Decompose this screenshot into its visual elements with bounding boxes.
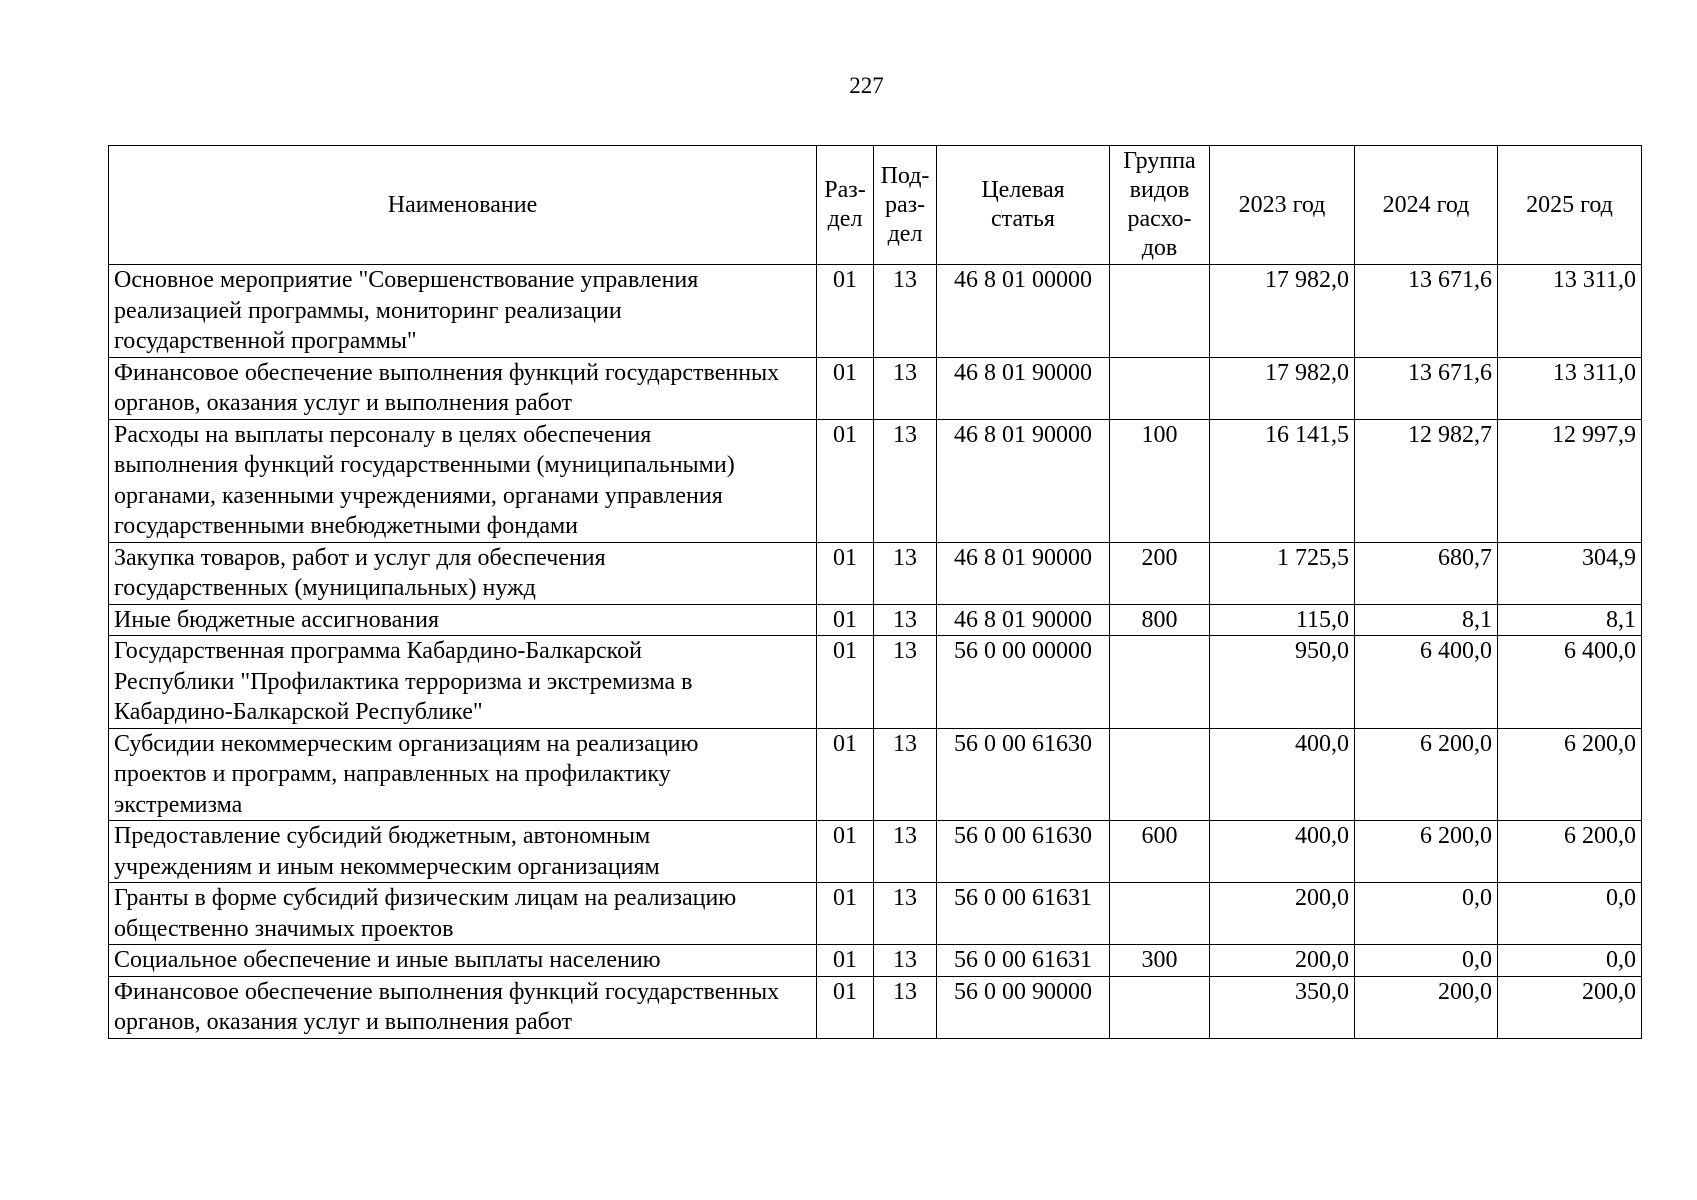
table-row: [109, 945, 1642, 977]
row-amount-2024: 200,0: [1355, 976, 1498, 1038]
row-amount-2023: 200,0: [1210, 883, 1355, 945]
row-amount-2023: 400,0: [1210, 728, 1355, 821]
header-razdel-line: Раз-: [824, 177, 866, 203]
row-name-line: Государственная программа Кабардино-Балкарской: [114, 638, 642, 664]
row-celevaya-statya: 56 0 00 90000: [937, 976, 1110, 1038]
row-celevaya-statya: 46 8 01 90000: [937, 604, 1110, 636]
row-gruppa-vidov-rashodov: [1110, 636, 1210, 729]
row-name: [109, 419, 817, 542]
row-amount-2024: 680,7: [1355, 542, 1498, 604]
row-razdel: 01: [817, 265, 874, 358]
row-name: [109, 265, 817, 358]
table-body: [109, 265, 1642, 1039]
row-celevaya-statya: 56 0 00 61631: [937, 883, 1110, 945]
row-razdel: 01: [817, 728, 874, 821]
header-podrazdel: [874, 146, 937, 265]
row-name-line: Закупка товаров, работ и услуг для обеспечения: [114, 544, 606, 571]
row-razdel: 01: [817, 419, 874, 542]
row-razdel: 01: [817, 976, 874, 1038]
row-celevaya-statya: 46 8 01 00000: [937, 265, 1110, 358]
header-2023: 2023 год: [1210, 146, 1355, 265]
row-amount-2024: 6 400,0: [1355, 636, 1498, 729]
row-celevaya-statya: 56 0 00 00000: [937, 636, 1110, 729]
row-razdel: 01: [817, 821, 874, 883]
row-name: [109, 883, 817, 945]
row-gruppa-vidov-rashodov: 800: [1110, 604, 1210, 636]
row-name-line: органов, оказания услуг и выполнения работ: [114, 1009, 573, 1035]
header-gruppa-vidov-rashodov: [1110, 146, 1210, 265]
row-podrazdel: 13: [874, 604, 937, 636]
table-row: [109, 604, 1642, 636]
row-name-line: Гранты в форме субсидий физическим лицам на реализацию: [114, 885, 737, 911]
table-row: [109, 883, 1642, 945]
row-gruppa-vidov-rashodov: [1110, 883, 1210, 945]
row-amount-2024: 8,1: [1355, 604, 1498, 636]
row-name: [109, 945, 817, 977]
row-name-line: Иные бюджетные ассигнования: [114, 606, 439, 633]
row-podrazdel: 13: [874, 419, 937, 542]
row-amount-2023: 200,0: [1210, 945, 1355, 977]
table-row: [109, 357, 1642, 419]
header-gruppa-line: Группа: [1123, 148, 1196, 174]
row-amount-2025: 304,9: [1498, 542, 1642, 604]
row-name-line: Расходы на выплаты персоналу в целях обеспечения: [114, 421, 652, 448]
row-amount-2025: 6 200,0: [1498, 821, 1642, 883]
row-amount-2024: 6 200,0: [1355, 821, 1498, 883]
header-name: Наименование: [109, 146, 817, 265]
row-name: [109, 604, 817, 636]
row-gruppa-vidov-rashodov: [1110, 265, 1210, 358]
table-row: [109, 821, 1642, 883]
row-name-line: государственной программы": [114, 328, 417, 354]
row-name: [109, 357, 817, 419]
row-name-line: реализацией программы, мониторинг реализации: [114, 297, 622, 324]
row-celevaya-statya: 56 0 00 61631: [937, 945, 1110, 977]
row-razdel: 01: [817, 604, 874, 636]
row-gruppa-vidov-rashodov: 600: [1110, 821, 1210, 883]
budget-table: [108, 145, 1642, 1039]
table-header: [109, 146, 1642, 265]
header-2024: 2024 год: [1355, 146, 1498, 265]
row-name-line: выполнения функций государственными (муниципальными): [114, 452, 735, 478]
row-amount-2024: 6 200,0: [1355, 728, 1498, 821]
row-name-line: проектов и программ, направленных на профилактику: [114, 761, 671, 787]
row-razdel: 01: [817, 945, 874, 977]
row-amount-2023: 950,0: [1210, 636, 1355, 729]
row-amount-2023: 17 982,0: [1210, 357, 1355, 419]
row-celevaya-statya: 46 8 01 90000: [937, 542, 1110, 604]
row-podrazdel: 13: [874, 883, 937, 945]
table-row: [109, 976, 1642, 1038]
header-row: [109, 146, 1642, 265]
row-name-line: Республики "Профилактика терроризма и экстремизма в: [114, 668, 693, 695]
row-celevaya-statya: 56 0 00 61630: [937, 728, 1110, 821]
header-celevaya-line: Целевая: [981, 177, 1065, 203]
table-row: [109, 542, 1642, 604]
row-name-line: Социальное обеспечение и иные выплаты населению: [114, 947, 661, 973]
row-name-line: государственных (муниципальных) нужд: [114, 575, 536, 601]
row-amount-2023: 1 725,5: [1210, 542, 1355, 604]
row-gruppa-vidov-rashodov: 300: [1110, 945, 1210, 977]
row-amount-2025: 8,1: [1498, 604, 1642, 636]
row-podrazdel: 13: [874, 945, 937, 977]
header-podrazdel-line: дел: [887, 220, 923, 247]
row-name: [109, 542, 817, 604]
row-amount-2023: 350,0: [1210, 976, 1355, 1038]
row-amount-2024: 13 671,6: [1355, 357, 1498, 419]
row-amount-2025: 13 311,0: [1498, 265, 1642, 358]
page-number: 227: [849, 73, 884, 98]
row-amount-2025: 6 200,0: [1498, 728, 1642, 821]
row-podrazdel: 13: [874, 357, 937, 419]
row-amount-2025: 0,0: [1498, 945, 1642, 977]
row-podrazdel: 13: [874, 728, 937, 821]
row-name-line: общественно значимых проектов: [114, 915, 454, 942]
row-amount-2025: 6 400,0: [1498, 636, 1642, 729]
row-name-line: учреждениям и иным некоммерческим организациям: [114, 853, 660, 880]
row-name: [109, 976, 817, 1038]
table-row: [109, 728, 1642, 821]
row-amount-2025: 13 311,0: [1498, 357, 1642, 419]
row-name-line: Кабардино-Балкарской Республике": [114, 699, 483, 725]
header-gruppa-line: видов: [1129, 177, 1190, 203]
row-gruppa-vidov-rashodov: [1110, 357, 1210, 419]
header-podrazdel-line: раз-: [884, 191, 926, 218]
header-razdel-line: дел: [827, 206, 863, 232]
row-gruppa-vidov-rashodov: [1110, 976, 1210, 1038]
row-name-line: государственными внебюджетными фондами: [114, 513, 579, 539]
header-celevaya-line: статья: [991, 206, 1055, 232]
table-row: [109, 419, 1642, 542]
row-name-line: Основное мероприятие "Совершенствование управления: [114, 267, 699, 293]
row-amount-2025: 0,0: [1498, 883, 1642, 945]
row-razdel: 01: [817, 636, 874, 729]
row-razdel: 01: [817, 542, 874, 604]
header-2025: 2025 год: [1498, 146, 1642, 265]
row-amount-2024: 0,0: [1355, 945, 1498, 977]
row-amount-2025: 12 997,9: [1498, 419, 1642, 542]
row-amount-2025: 200,0: [1498, 976, 1642, 1038]
row-podrazdel: 13: [874, 542, 937, 604]
row-name: [109, 636, 817, 729]
table-row: [109, 636, 1642, 729]
row-name-line: органов, оказания услуг и выполнения работ: [114, 390, 573, 416]
row-amount-2023: 400,0: [1210, 821, 1355, 883]
header-razdel: [817, 146, 874, 265]
row-amount-2023: 16 141,5: [1210, 419, 1355, 542]
header-gruppa-line: расхо-: [1127, 206, 1192, 232]
row-amount-2024: 12 982,7: [1355, 419, 1498, 542]
row-podrazdel: 13: [874, 636, 937, 729]
row-name-line: органами, казенными учреждениями, органами управления: [114, 482, 723, 509]
row-amount-2024: 0,0: [1355, 883, 1498, 945]
row-gruppa-vidov-rashodov: 100: [1110, 419, 1210, 542]
row-amount-2024: 13 671,6: [1355, 265, 1498, 358]
row-name-line: Финансовое обеспечение выполнения функций государственных: [114, 978, 780, 1005]
row-name: [109, 728, 817, 821]
row-razdel: 01: [817, 357, 874, 419]
row-name-line: Финансовое обеспечение выполнения функций государственных: [114, 359, 780, 386]
row-amount-2023: 115,0: [1210, 604, 1355, 636]
row-podrazdel: 13: [874, 265, 937, 358]
row-celevaya-statya: 56 0 00 61630: [937, 821, 1110, 883]
row-celevaya-statya: 46 8 01 90000: [937, 357, 1110, 419]
row-name-line: экстремизма: [114, 791, 243, 818]
row-amount-2023: 17 982,0: [1210, 265, 1355, 358]
row-name: [109, 821, 817, 883]
row-podrazdel: 13: [874, 821, 937, 883]
row-gruppa-vidov-rashodov: [1110, 728, 1210, 821]
header-celevaya-statya: [937, 146, 1110, 265]
row-name-line: Субсидии некоммерческим организациям на реализацию: [114, 730, 699, 757]
row-podrazdel: 13: [874, 976, 937, 1038]
header-podrazdel-line: Под-: [880, 162, 930, 189]
table-row: [109, 265, 1642, 358]
row-name-line: Предоставление субсидий бюджетным, автономным: [114, 823, 651, 849]
header-gruppa-line: дов: [1141, 235, 1178, 261]
row-celevaya-statya: 46 8 01 90000: [937, 419, 1110, 542]
row-razdel: 01: [817, 883, 874, 945]
row-gruppa-vidov-rashodov: 200: [1110, 542, 1210, 604]
